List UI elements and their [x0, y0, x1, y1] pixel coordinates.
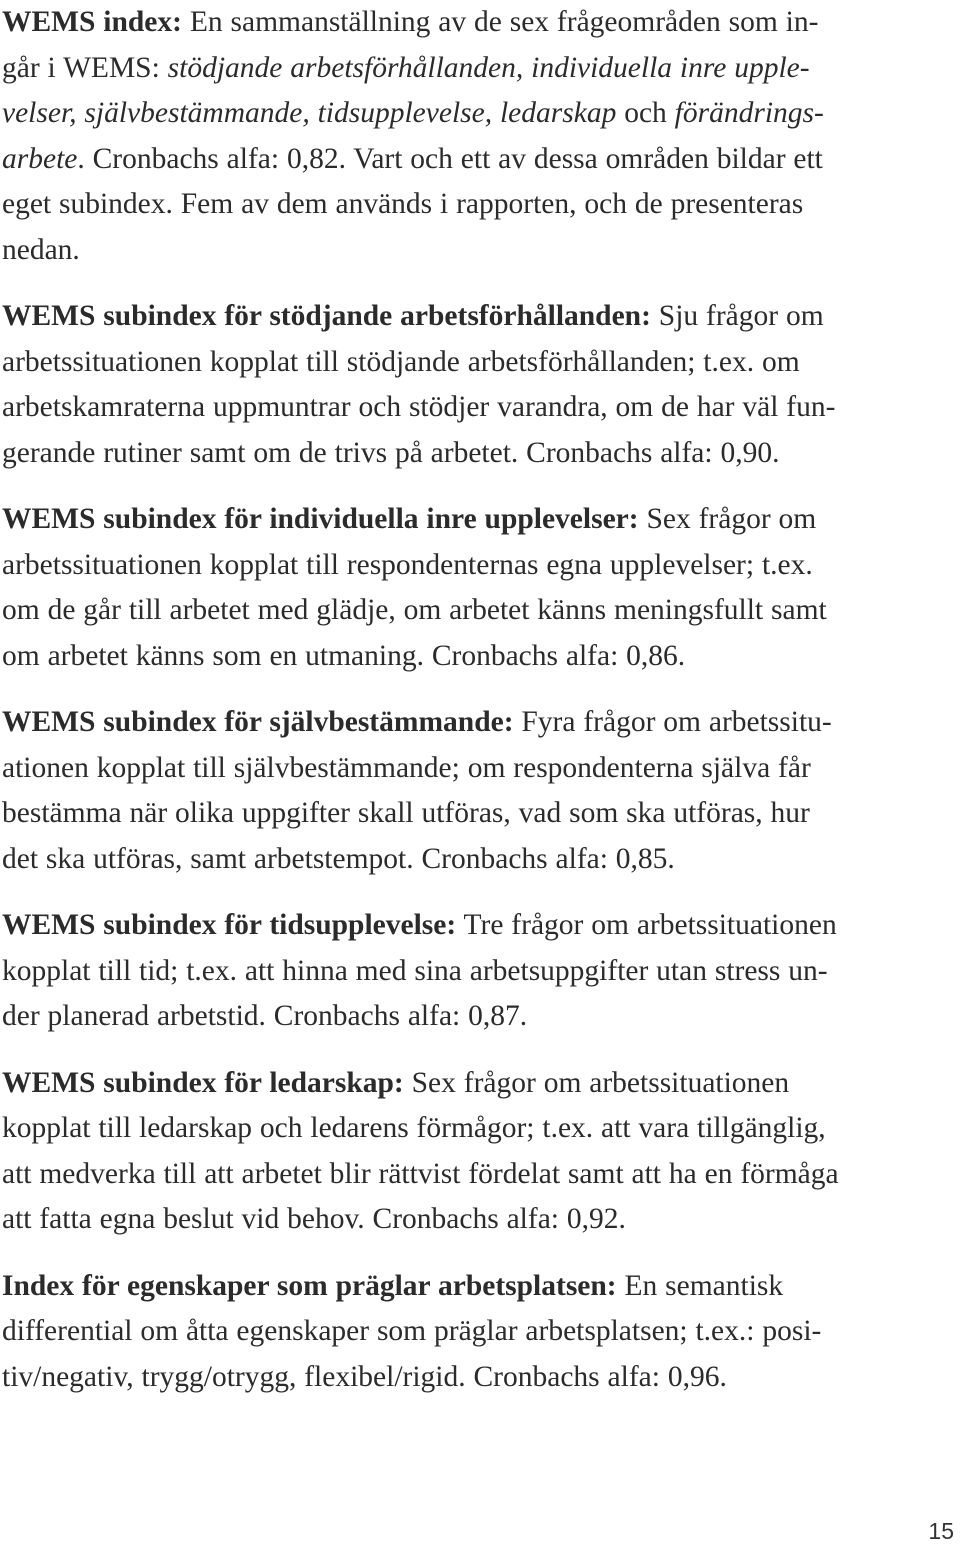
- text-line: [2, 385, 954, 431]
- page-number: 15: [928, 1518, 954, 1544]
- text-segment: kopplat till tid; t.ex. att hinna med sina arbetsuppgifter utan stress un-: [2, 954, 828, 987]
- text-line: [2, 228, 954, 274]
- text-segment: om de går till arbetet med glädje, om arbetet känns meningsfullt samt: [2, 594, 827, 626]
- paragraph-term: WEMS index:: [2, 6, 182, 38]
- italic-text: velser, självbestämmande, tidsupplevelse, ledarskap: [2, 97, 617, 129]
- paragraph-tidsupplevelse: [2, 903, 954, 1040]
- text-segment: om arbetet känns som en utmaning. Cronbachs alfa: 0,86.: [2, 639, 686, 672]
- text-segment: arbetssituationen kopplat till stödjande arbetsförhållanden; t.ex. om: [2, 345, 800, 378]
- italic-text: stödjande arbetsförhållanden, individuella inre upple-: [167, 51, 810, 84]
- text-line: [2, 1197, 954, 1243]
- text-line: [2, 543, 954, 589]
- text-segment: ationen kopplat till självbestämmande; om respondenterna själva får: [2, 751, 811, 784]
- text-segment: eget subindex. Fem av dem används i rapporten, och de presenteras: [2, 188, 804, 220]
- text-line: [2, 746, 954, 792]
- paragraph-stodjande: [2, 294, 954, 476]
- text-line: [2, 994, 954, 1040]
- text-segment: gerande rutiner samt om de trivs på arbetet. Cronbachs alfa: 0,90.: [2, 436, 780, 469]
- text-segment: arbetssituationen kopplat till respondenternas egna upplevelser; t.ex.: [2, 548, 813, 581]
- paragraph-egenskaper: [2, 1264, 954, 1401]
- text-segment: der planerad arbetstid. Cronbachs alfa: 0,87.: [2, 1000, 528, 1032]
- text-segment: kopplat till ledarskap och ledarens förmågor; t.ex. att vara tillgänglig,: [2, 1112, 826, 1144]
- text-segment: En semantisk: [616, 1269, 784, 1302]
- text-segment: Sex frågor om arbetssituationen: [403, 1066, 790, 1099]
- paragraph-term: WEMS subindex för individuella inre upplevelser:: [2, 503, 639, 535]
- paragraph-sjalvbestammande: [2, 700, 954, 882]
- text-line: [2, 949, 954, 995]
- text-line: [2, 91, 954, 137]
- text-segment: att fatta egna beslut vid behov. Cronbachs alfa: 0,92.: [2, 1203, 626, 1235]
- text-segment: differential om åtta egenskaper som präglar arbetsplatsen; t.ex.: posi-: [2, 1315, 822, 1347]
- text-line: [2, 588, 954, 634]
- text-segment: och: [616, 97, 675, 129]
- text-line: [2, 903, 954, 949]
- text-line: [2, 1106, 954, 1152]
- italic-text: förändrings-: [674, 97, 824, 129]
- paragraph-ledarskap: [2, 1061, 954, 1243]
- text-line: [2, 700, 954, 746]
- text-segment: går i WEMS:: [2, 51, 168, 84]
- text-line: [2, 837, 954, 883]
- text-line: [2, 1355, 954, 1401]
- paragraph-individuella: [2, 497, 954, 679]
- text-line: [2, 431, 954, 477]
- text-segment: arbetskamraterna uppmuntrar och stödjer varandra, om de har väl fun-: [2, 391, 836, 423]
- text-line: [2, 46, 954, 92]
- text-segment: En sammanställning av de sex frågeområden som in-: [181, 6, 819, 38]
- text-segment: tiv/negativ, trygg/otrygg, flexibel/rigid. Cronbachs alfa: 0,96.: [2, 1360, 727, 1393]
- text-segment: att medverka till att arbetet blir rättvist fördelat samt att ha en förmåga: [2, 1157, 839, 1190]
- paragraph-term: WEMS subindex för tidsupplevelse:: [2, 909, 457, 941]
- text-line: [2, 1152, 954, 1198]
- text-line: [2, 1264, 954, 1310]
- text-line: [2, 791, 954, 837]
- text-segment: . Cronbachs alfa: 0,82. Vart och ett av dessa områden bildar ett: [77, 142, 823, 175]
- text-line: [2, 340, 954, 386]
- text-line: [2, 294, 954, 340]
- paragraph-term: WEMS subindex för självbestämmande:: [2, 706, 514, 738]
- text-line: [2, 1061, 954, 1107]
- italic-text: arbete: [2, 142, 78, 175]
- text-segment: Sju frågor om: [650, 300, 824, 332]
- text-segment: Fyra frågor om arbetssitu-: [513, 706, 832, 738]
- text-line: [2, 0, 954, 46]
- paragraph-term: WEMS subindex för stödjande arbetsförhållanden:: [2, 300, 651, 332]
- text-segment: Tre frågor om arbetssituationen: [456, 909, 837, 941]
- text-segment: Sex frågor om: [638, 503, 817, 535]
- text-segment: nedan.: [2, 233, 80, 266]
- text-segment: bestämma när olika uppgifter skall utföras, vad som ska utföras, hur: [2, 797, 810, 829]
- text-line: [2, 497, 954, 543]
- paragraph-wems-index: [2, 0, 954, 273]
- paragraph-term: WEMS subindex för ledarskap:: [2, 1066, 404, 1099]
- document-page: [2, 0, 954, 1421]
- text-line: [2, 137, 954, 183]
- text-line: [2, 182, 954, 228]
- text-line: [2, 1309, 954, 1355]
- text-line: [2, 634, 954, 680]
- paragraph-term: Index för egenskaper som präglar arbetsplatsen:: [2, 1269, 617, 1302]
- text-segment: det ska utföras, samt arbetstempot. Cronbachs alfa: 0,85.: [2, 842, 675, 875]
